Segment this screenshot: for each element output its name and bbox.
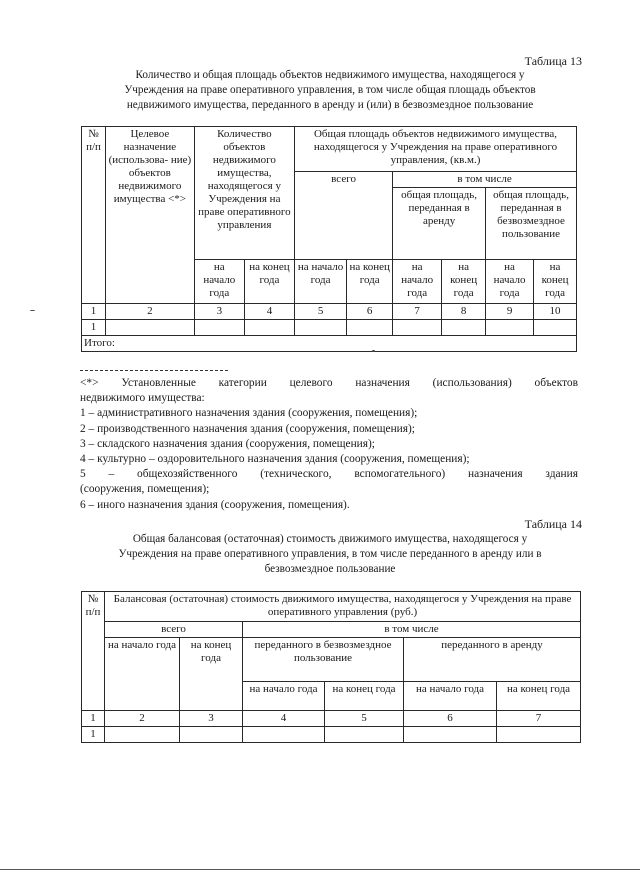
table13-title-line: Учреждения на праве оперативного управления, в том числе общая площадь объектов xyxy=(124,84,536,96)
table14-label: Таблица 14 xyxy=(524,517,582,531)
table14 xyxy=(81,591,581,743)
col-number: 2 xyxy=(105,711,180,727)
header-end: на конец года xyxy=(347,260,393,304)
header-total: всего xyxy=(295,172,393,260)
page-bottom-rule xyxy=(0,869,640,870)
header-end: на конец года xyxy=(325,682,404,711)
table-cell xyxy=(295,320,347,336)
table14-title-line: Учреждения на праве оперативного управления, в том числе переданного в аренду или в xyxy=(118,548,542,560)
header-start: на начало года xyxy=(194,260,244,304)
table-row xyxy=(82,727,581,743)
table13-title xyxy=(60,68,600,113)
header-end: на конец года xyxy=(534,260,577,304)
column-number-row xyxy=(82,711,581,727)
col-number: 3 xyxy=(194,304,244,320)
scan-speck xyxy=(30,310,35,311)
header-end: на конец года xyxy=(497,682,581,711)
header-start: на начало года xyxy=(486,260,534,304)
table14-title-line: безвозмездное пользование xyxy=(264,563,396,575)
header-rented: переданного в аренду xyxy=(404,638,581,682)
footnote-item: 3 – складского назначения здания (сооружения, помещения); xyxy=(80,437,375,450)
header-count: Количество объектов недвижимого имущества, находящегося у Учреждения на праве оперативного управления xyxy=(194,127,294,260)
table14-title xyxy=(60,532,600,577)
col-number: 4 xyxy=(243,711,325,727)
table-row xyxy=(82,320,577,336)
table14-title-line: Общая балансовая (остаточная) стоимость движимого имущества, находящегося у xyxy=(132,533,528,545)
table-cell xyxy=(194,320,244,336)
header-num: № п/п xyxy=(82,592,105,711)
footnote-intro: <*> Установленные категории целевого назначения (использования) объектов xyxy=(80,377,578,389)
table13-title-line: недвижимого имущества, переданного в аренду и (или) в безвозмездное пользование xyxy=(126,99,534,111)
header-including: в том числе xyxy=(243,622,581,638)
footnote-separator xyxy=(80,370,228,371)
header-purpose: Целевое назначение (использова- ние) объектов недвижимого имущества <*> xyxy=(106,127,195,304)
header-num: № п/п xyxy=(82,127,106,304)
header-start: на начало года xyxy=(243,682,325,711)
table-cell xyxy=(106,320,195,336)
col-number: 5 xyxy=(325,711,404,727)
col-number: 5 xyxy=(295,304,347,320)
header-including: в том числе xyxy=(393,172,577,188)
col-number: 10 xyxy=(534,304,577,320)
col-number: 6 xyxy=(404,711,497,727)
header-end: на конец года xyxy=(244,260,294,304)
header-start: на начало года xyxy=(105,638,180,711)
row-num: 1 xyxy=(82,727,105,743)
header-end: на конец года xyxy=(442,260,486,304)
total-label: Итого: xyxy=(82,336,577,352)
header-start: на начало года xyxy=(393,260,442,304)
table-cell xyxy=(404,727,497,743)
table-cell xyxy=(534,320,577,336)
table13-label: Таблица 13 xyxy=(524,54,582,68)
table-cell xyxy=(486,320,534,336)
footnote-separator-text xyxy=(80,360,164,370)
header-start: на начало года xyxy=(295,260,347,304)
col-number: 9 xyxy=(486,304,534,320)
header-start: на начало года xyxy=(404,682,497,711)
column-number-row xyxy=(82,304,577,320)
table-cell xyxy=(180,727,243,743)
col-number: 3 xyxy=(180,711,243,727)
table-cell xyxy=(105,727,180,743)
table13-title-line: Количество и общая площадь объектов недвижимого имущества, находящегося у xyxy=(135,69,525,81)
footnote-item: 4 – культурно – оздоровительного назначения здания (сооружения, помещения); xyxy=(80,453,470,466)
table-cell xyxy=(497,727,581,743)
total-row xyxy=(82,336,577,352)
footnote-item: 1 – административного назначения здания (сооружения, помещения); xyxy=(80,407,418,420)
col-number: 6 xyxy=(347,304,393,320)
table13 xyxy=(81,126,577,352)
header-free-use: общая площадь, переданная в безвозмездное пользование xyxy=(486,188,577,260)
table-cell xyxy=(243,727,325,743)
footnote-item: 5 – общехозяйственного (технического, вспомогательного) назначения здания xyxy=(80,468,578,481)
table-cell xyxy=(347,320,393,336)
col-number: 1 xyxy=(82,304,106,320)
col-number: 1 xyxy=(82,711,105,727)
col-number: 7 xyxy=(497,711,581,727)
col-number: 4 xyxy=(244,304,294,320)
row-num: 1 xyxy=(82,320,106,336)
table-cell xyxy=(325,727,404,743)
footnote-intro-cont: недвижимого имущества: xyxy=(80,392,205,405)
header-rented: общая площадь, переданная в аренду xyxy=(393,188,486,260)
header-free-use: переданного в безвозмездное пользование xyxy=(243,638,404,682)
header-end: на конец года xyxy=(180,638,243,711)
table-cell xyxy=(442,320,486,336)
col-number: 8 xyxy=(442,304,486,320)
table-cell xyxy=(244,320,294,336)
col-number: 7 xyxy=(393,304,442,320)
table-cell xyxy=(393,320,442,336)
header-value: Балансовая (остаточная) стоимость движимого имущества, находящегося у Учреждения на праве оперативного управления (руб.) xyxy=(105,592,581,622)
header-area: Общая площадь объектов недвижимого имущества, находящегося у Учреждения на праве оперативного управления, (кв.м.) xyxy=(295,127,577,172)
footnote-item: 2 – производственного назначения здания (сооружения, помещения); xyxy=(80,422,415,435)
footnote xyxy=(80,376,578,513)
footnote-item-cont: (сооружения, помещения); xyxy=(80,483,210,496)
scan-speck xyxy=(372,350,375,352)
header-total: всего xyxy=(105,622,243,638)
footnote-item: 6 – иного назначения здания (сооружения, помещения). xyxy=(80,498,350,511)
col-number: 2 xyxy=(106,304,195,320)
